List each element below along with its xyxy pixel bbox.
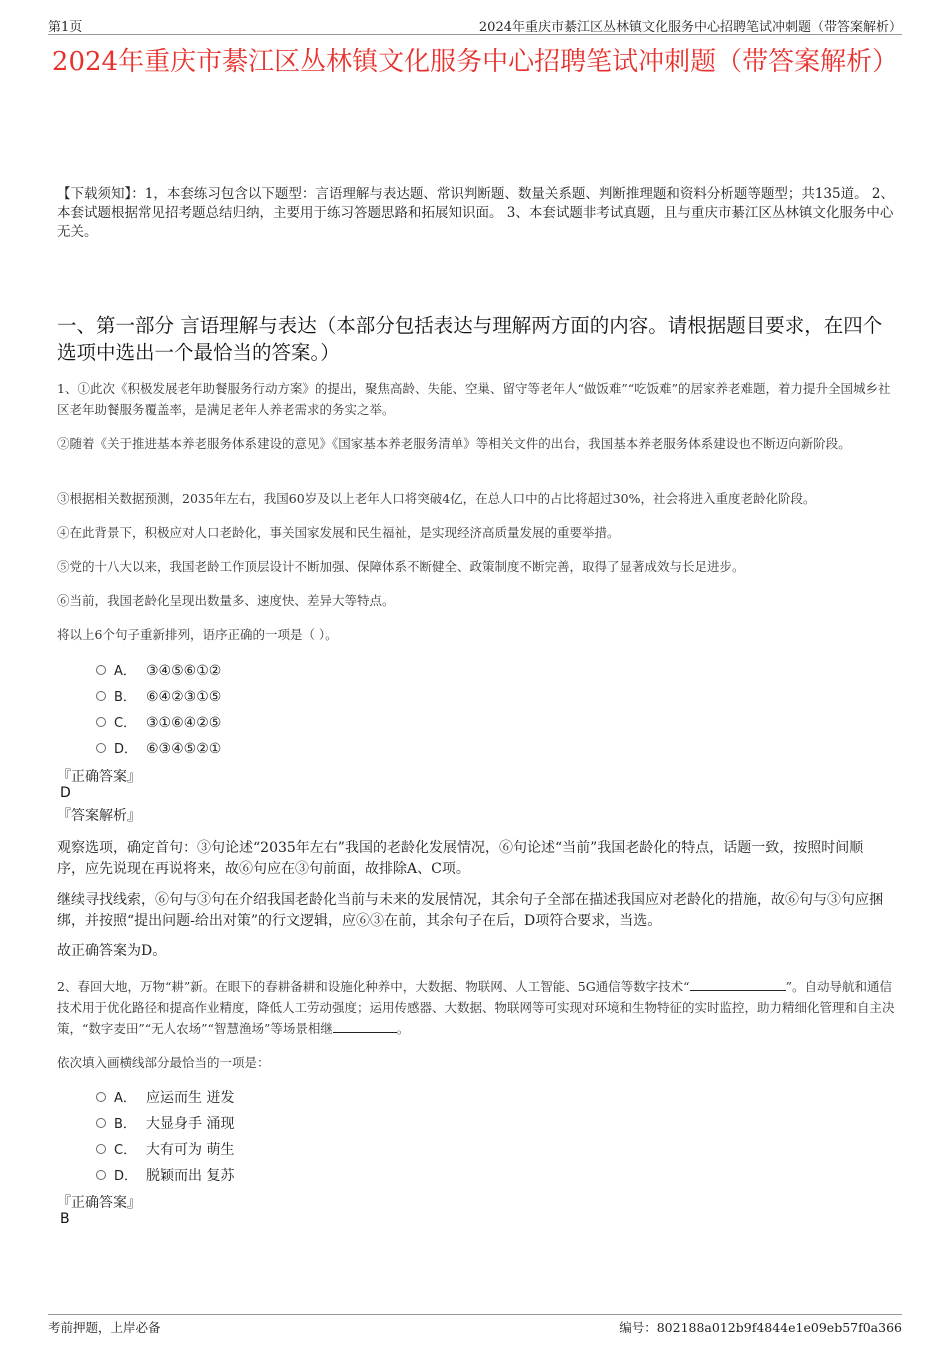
- radio-icon[interactable]: [96, 1118, 106, 1128]
- q1-sentence-6: ⑥当前，我国老龄化呈现出数量多、速度快、差异大等特点。: [57, 593, 395, 608]
- q1-answer-label: 『正确答案』: [57, 769, 141, 785]
- q1-option-d[interactable]: D． ⑥③④⑤②①: [96, 738, 221, 758]
- q2-option-c[interactable]: C． 大有可为 萌生: [96, 1139, 234, 1159]
- q1-explanation-1: 观察选项，确定首句：③句论述“2035年左右”我国的老龄化发展情况，⑥句论述“当前”我国老龄化的特点，话题一致，按照时间顺序，应先说现在再说将来，故⑥句应在③句前面，故排除A、C项。: [57, 840, 864, 877]
- page-footer: [48, 1314, 902, 1335]
- radio-icon[interactable]: [96, 743, 106, 753]
- radio-icon[interactable]: [96, 1144, 106, 1154]
- q1-sentence-2: ②随着《关于推进基本养老服务体系建设的意见》《国家基本养老服务清单》等相关文件的出台，我国基本养老服务体系建设也不断迈向新阶段。: [57, 436, 851, 451]
- q2-option-d[interactable]: D． 脱颖而出 复苏: [96, 1165, 234, 1185]
- q1-option-a[interactable]: A． ③④⑤⑥①②: [96, 660, 221, 680]
- q1-sentence-5: ⑤党的十八大以来，我国老龄工作顶层设计不断加强、保障体系不断健全、政策制度不断完善，取得了显著成效与长足进步。: [57, 559, 745, 574]
- q2-option-a[interactable]: A． 应运而生 迸发: [96, 1087, 234, 1107]
- q2-answer: B: [60, 1211, 70, 1227]
- footer-serial: 编号：802188a012b9f4844e1e09eb57f0a366: [619, 1320, 902, 1335]
- radio-icon[interactable]: [96, 717, 106, 727]
- q1-sentence-1: 1、①此次《积极发展老年助餐服务行动方案》的提出，聚焦高龄、失能、空巢、留守等老年人“做饭难”“吃饭难”的居家养老难题，着力提升全国城乡社区老年助餐服务覆盖率，是满足老年人养老需求的务实之举。: [57, 381, 891, 417]
- q1-explanation-2: 继续寻找线索，⑥句与③句在介绍我国老龄化当前与未来的发展情况，其余句子全部在描述我国应对老龄化的措施，故⑥句与③句应捆绑，并按照“提出问题-给出对策”的行文逻辑，应⑥③在前，其余句子在后，D项符合要求，当选。: [57, 892, 883, 929]
- q2-blank-1: [690, 978, 786, 991]
- header-doc-title: 2024年重庆市綦江区丛林镇文化服务中心招聘笔试冲刺题（带答案解析）: [478, 20, 902, 35]
- q1-question: 将以上6个句子重新排列，语序正确的一项是（ ）。: [57, 627, 338, 642]
- q2-question: 依次填入画横线部分最恰当的一项是：: [57, 1055, 270, 1070]
- q2-blank-2: [333, 1020, 397, 1033]
- radio-icon[interactable]: [96, 1170, 106, 1180]
- q2-option-b[interactable]: B． 大显身手 涌现: [96, 1113, 234, 1133]
- q2-answer-label: 『正确答案』: [57, 1195, 141, 1211]
- q1-option-b[interactable]: B． ⑥④②③①⑤: [96, 686, 221, 706]
- q1-sentence-3: ③根据相关数据预测，2035年左右，我国60岁及以上老年人口将突破4亿，在总人口中的占比将超过30%，社会将进入重度老龄化阶段。: [57, 491, 816, 506]
- q1-sentence-4: ④在此背景下，积极应对人口老龄化，事关国家发展和民生福祉，是实现经济高质量发展的重要举措。: [57, 525, 620, 540]
- q1-answer: D: [60, 785, 71, 801]
- section-heading: 一、第一部分 言语理解与表达（本部分包括表达与理解两方面的内容。请根据题目要求，在四个选项中选出一个最恰当的答案。）: [57, 314, 883, 364]
- q1-option-c[interactable]: C． ③①⑥④②⑤: [96, 712, 221, 732]
- q1-analysis-label: 『答案解析』: [57, 808, 141, 824]
- download-notice: 【下载须知】：1，本套练习包含以下题型：言语理解与表达题、常识判断题、数量关系题、判断推理题和资料分析题等题型；共135道。 2、本套试题根据常见招考题总结归纳，主要用于练习答题思路和拓展知识面。 3、本套试题非考试真题，且与重庆市綦江区丛林镇文化服务中心无关。: [57, 186, 894, 240]
- page-number: 第1页: [48, 20, 83, 35]
- radio-icon[interactable]: [96, 1092, 106, 1102]
- footer-slogan: 考前押题，上岸必备: [48, 1320, 161, 1335]
- page-header: [48, 14, 902, 35]
- document-title: 2024年重庆市綦江区丛林镇文化服务中心招聘笔试冲刺题（带答案解析）: [51, 47, 899, 77]
- q1-explanation-3: 故正确答案为D。: [57, 943, 167, 959]
- q2-stem: 2、春回大地，万物“耕”新。在眼下的春耕备耕和设施化种养中，大数据、物联网、人工智能、5G通信等数字技术“ ”。自动导航和通信技术用于优化路径和提高作业精度，降低人工劳动强度；运用传感器、大数据、物联网等可实现对环境和生物特征的实时监控，助力精细化管理和自主决策，“数字麦田”“无人农场”“智慧渔场”等场景相继 。: [57, 979, 895, 1036]
- radio-icon[interactable]: [96, 665, 106, 675]
- radio-icon[interactable]: [96, 691, 106, 701]
